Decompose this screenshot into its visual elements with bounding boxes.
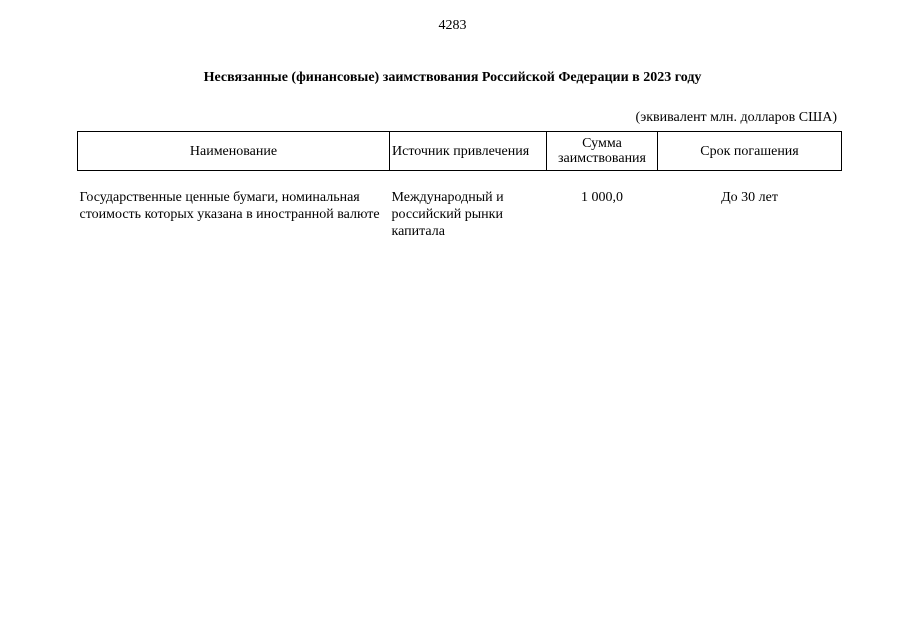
table-row: [78, 171, 842, 241]
cell-source: Международный и российский рынки капитала: [391, 190, 504, 239]
units-note: (эквивалент млн. долларов США): [635, 110, 837, 125]
header-term: Срок погашения: [658, 132, 842, 171]
table-header-row: [78, 132, 842, 171]
cell-term: До 30 лет: [721, 190, 778, 205]
header-amount: Сумма заимствования: [547, 132, 658, 171]
header-source: Источник привлечения: [390, 132, 547, 171]
borrowings-table: [77, 131, 842, 240]
document-title: Несвязанные (финансовые) заимствования Российской Федерации в 2023 году: [203, 70, 702, 85]
header-name: Наименование: [78, 132, 390, 171]
cell-amount: 1 000,0: [581, 190, 623, 205]
page-number: 4283: [438, 18, 467, 33]
cell-name: Государственные ценные бумаги, номинальная стоимость которых указана в иностранной валюте: [79, 190, 380, 222]
